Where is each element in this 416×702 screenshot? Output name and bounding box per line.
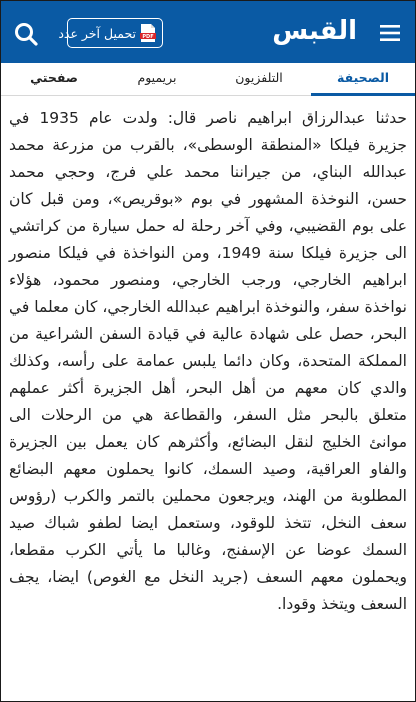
active-tab-indicator [311,93,415,96]
search-icon [11,19,41,49]
tab-newspaper[interactable]: الصحيفة [337,70,389,85]
app-header [1,1,415,63]
pdf-icon [140,23,156,43]
tab-television[interactable]: التلفزيون [235,70,283,85]
download-latest-issue-button[interactable] [58,18,163,48]
tab-my-page[interactable]: صفحتي [30,70,78,85]
search-button[interactable] [11,19,41,49]
tab-premium[interactable]: بريميوم [137,70,177,85]
menu-icon [379,23,401,43]
menu-button[interactable] [379,23,401,43]
svg-text:PDF: PDF [142,34,154,40]
article-body [9,105,407,618]
section-tabs [1,63,415,96]
article-paragraph: حدثنا عبدالرزاق ابراهيم ناصر قال: ولدت عام 1935 في جزيرة فيلكا «المنطقة الوسطى»، بالقرب من مزرعة محمد عبدالله البناي، من جيراننا محمد علي فرج، وحجي محمد حسن، النوخذة المشهور في بوم «بوقريص»، ومن قبل كان على بوم القضيبي، وفي آخر رحلة له حمل سيارة من كراتشي الى جزيرة فيلكا سنة 1949، ومن النواخذة في فيلكا منصور ابراهيم الخارجي، ورجب الخارجي، ومنصور محمود، هؤلاء نواخذة سفر، والنوخذة ابراهيم عبدالله الخارجي، كان معلما في البحر، حصل على شهادة عالية في قيادة السفن الشراعية من المملكة المتحدة، وكان دائما يلبس عمامة على رأسه، وكذلك والدي كان معهم من أهل البحر، أهل الجزيرة أكثر عملهم متعلق بالبحر مثل السفر، والقطاعة هي من الرحلات الى موانئ الخليج لنقل البضائع، وأكثرهم كان يعمل بين الجزيرة والفاو العراقية، وصيد السمك، كانوا يحملون معهم البضائع المطلوبة من الهند، ويرجعون محملين بالتمر والكرب (رؤوس سعف النخل، تتخذ للوقود، وستعمل ايضا لطفو شباك صيد السمك عوضا عن الإسفنج، وغالبا ما يأتي الكرب مقطعا، ويحملون معهم السعف (جريد النخل مع الغوص) ايضا، يجف السعف ويتخذ وقودا. [9,109,407,613]
app-logo[interactable]: القبس [272,16,357,46]
download-latest-issue-label: تحميل آخر عدد [58,25,136,41]
